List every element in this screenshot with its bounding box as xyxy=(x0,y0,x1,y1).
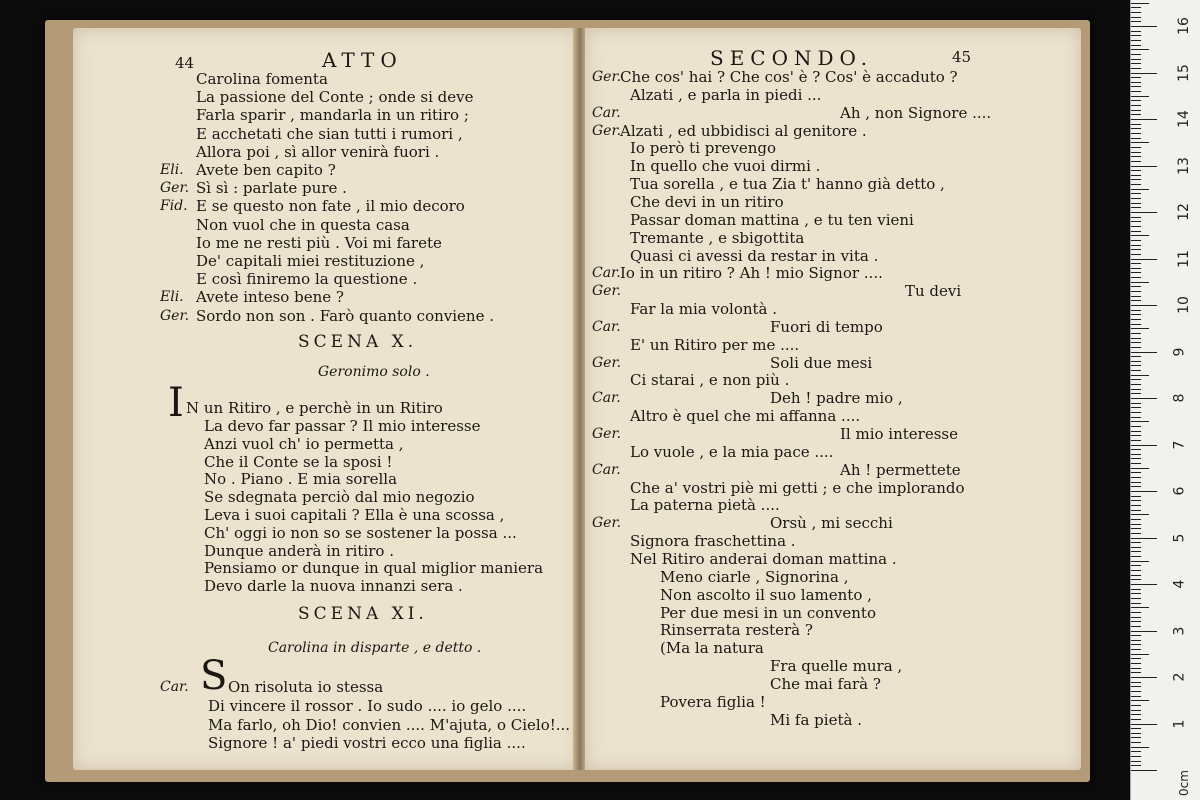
ruler-tick xyxy=(1131,231,1141,232)
left-page-number: 44 xyxy=(175,54,195,72)
ruler-tick xyxy=(1131,668,1141,669)
ruler-number: 10 xyxy=(1175,296,1192,314)
ruler-tick xyxy=(1131,486,1141,487)
measurement-ruler xyxy=(1130,0,1200,800)
ruler-tick xyxy=(1131,570,1141,571)
ruler-tick xyxy=(1131,696,1141,697)
speaker-label: Ger. xyxy=(592,426,622,442)
ruler-tick xyxy=(1131,370,1141,371)
ruler-tick xyxy=(1131,198,1141,199)
ruler-number: 8 xyxy=(1171,393,1188,403)
speaker-label: Eli. xyxy=(160,289,184,306)
ruler-tick xyxy=(1131,733,1141,734)
ruler-tick xyxy=(1131,631,1157,632)
ruler-number: 13 xyxy=(1175,156,1192,175)
ruler-tick xyxy=(1131,235,1149,236)
ruler-tick xyxy=(1131,603,1141,604)
verse-line: Che mai farà ? xyxy=(770,674,881,693)
verse-line: Che cos' hai ? Che cos' è ? Cos' è accaduto ? xyxy=(620,68,958,86)
ruler-tick xyxy=(1131,119,1157,120)
ruler-tick xyxy=(1131,310,1141,311)
ruler-tick xyxy=(1131,551,1141,552)
verse-line: Io me ne resti più . Voi mi farete xyxy=(196,233,442,252)
ruler-tick xyxy=(1131,291,1141,292)
verse-line: Avete ben capito ? xyxy=(196,161,336,179)
ruler-number: 11 xyxy=(1175,249,1192,268)
verse-line: Nel Ritiro anderai doman mattina . xyxy=(630,549,897,568)
speaker-label: Eli. xyxy=(160,162,184,178)
ruler-tick xyxy=(1131,710,1141,711)
ruler-tick xyxy=(1131,426,1141,427)
ruler-number: 2 xyxy=(1171,672,1188,682)
verse-line: Che a' vostri piè mi getti ; e che implorando xyxy=(630,478,965,497)
ruler-tick xyxy=(1131,617,1141,618)
verse-line: No . Piano . E mia sorella xyxy=(204,470,398,489)
ruler-tick xyxy=(1131,110,1141,111)
ruler-tick xyxy=(1131,510,1141,511)
ruler-tick xyxy=(1131,212,1157,213)
ruler-tick xyxy=(1131,68,1141,69)
ruler-tick xyxy=(1131,756,1141,757)
verse-line: Quasi ci avessi da restar in vita . xyxy=(630,246,879,265)
ruler-tick xyxy=(1131,333,1141,334)
ruler-tick xyxy=(1131,538,1157,539)
ruler-tick xyxy=(1131,282,1149,283)
ruler-tick xyxy=(1131,268,1141,269)
speaker-label: Ger. xyxy=(592,515,622,532)
verse-line: Povera figlia ! xyxy=(660,692,766,711)
ruler-tick xyxy=(1131,319,1141,320)
verse-line: E se questo non fate , il mio decoro xyxy=(196,197,465,216)
scene-x-stage-direction: Geronimo solo . xyxy=(318,364,430,380)
ruler-tick xyxy=(1131,770,1157,771)
verse-line: E acchetati che sian tutti i rumori , xyxy=(196,124,463,143)
verse-line: Non ascolto il suo lamento , xyxy=(660,585,872,604)
ruler-tick xyxy=(1131,593,1141,594)
ruler-tick xyxy=(1131,221,1141,222)
ruler-tick xyxy=(1131,682,1141,683)
verse-line: Signora fraschettina . xyxy=(630,532,796,551)
ruler-tick xyxy=(1131,640,1141,641)
ruler-tick xyxy=(1131,45,1141,46)
ruler-tick xyxy=(1131,607,1149,608)
ruler-tick xyxy=(1131,635,1141,636)
verse-line: Dunque anderà in ritiro . xyxy=(204,541,394,560)
verse-line: E così finiremo la questione . xyxy=(196,270,418,289)
speaker-label: Car. xyxy=(592,390,621,407)
speaker-label: Ger. xyxy=(592,69,622,85)
left-running-head: ATTO xyxy=(322,48,403,72)
verse-line: Alzati , e parla in piedi ... xyxy=(630,85,822,104)
verse-line: N un Ritiro , e perchè in un Ritiro xyxy=(186,399,443,417)
ruler-tick xyxy=(1131,658,1141,659)
ruler-number: 16 xyxy=(1175,17,1192,35)
verse-line: Signore ! a' piedi vostri ecco una figlia .... xyxy=(208,734,526,752)
ruler-tick xyxy=(1131,189,1149,190)
ruler-tick xyxy=(1131,440,1141,441)
ruler-tick xyxy=(1131,161,1141,162)
ruler-tick xyxy=(1131,49,1149,50)
ruler-tick xyxy=(1131,454,1141,455)
ruler-tick xyxy=(1131,63,1141,64)
verse-line: Carolina fomenta xyxy=(196,70,328,88)
ruler-tick xyxy=(1131,644,1141,645)
verse-line: Di vincere il rossor . Io sudo .... io gelo .... xyxy=(208,697,527,715)
ruler-tick xyxy=(1131,40,1141,41)
verse-line: Mi fa pietà . xyxy=(770,710,862,729)
ruler-tick xyxy=(1131,300,1141,301)
ruler-tick xyxy=(1131,314,1141,315)
verse-line: Allora poi , sì allor venirà fuori . xyxy=(196,142,440,161)
ruler-tick xyxy=(1131,431,1141,432)
ruler-tick xyxy=(1131,249,1141,250)
scene-xi-stage-direction: Carolina in disparte , e detto . xyxy=(268,640,482,656)
ruler-tick xyxy=(1131,286,1141,287)
ruler-tick xyxy=(1131,528,1141,529)
ruler-tick xyxy=(1131,96,1149,97)
ruler-tick xyxy=(1131,579,1141,580)
drop-cap-s: S xyxy=(200,653,228,699)
verse-line: Far la mia volontà . xyxy=(630,300,778,319)
verse-line: Avete inteso bene ? xyxy=(196,288,344,307)
ruler-tick xyxy=(1131,724,1157,725)
ruler-tick xyxy=(1131,166,1157,167)
verse-line: Che il Conte se la sposi ! xyxy=(204,452,393,471)
ruler-tick xyxy=(1131,500,1141,501)
speaker-label: Car. xyxy=(592,461,621,478)
verse-line: La passione del Conte ; onde si deve xyxy=(196,88,474,107)
ruler-tick xyxy=(1131,259,1157,260)
ruler-tick xyxy=(1131,417,1141,418)
scene-xi-heading: SCENA XI. xyxy=(298,604,428,624)
verse-line: Fuori di tempo xyxy=(770,317,883,336)
ruler-tick xyxy=(1131,263,1141,264)
verse-line: De' capitali miei restituzione , xyxy=(196,252,425,270)
verse-line: Orsù , mi secchi xyxy=(770,514,893,533)
ruler-tick xyxy=(1131,100,1141,101)
ruler-tick xyxy=(1131,389,1141,390)
verse-line: Io però ti prevengo xyxy=(630,139,777,158)
ruler-number: 15 xyxy=(1175,63,1192,82)
ruler-tick xyxy=(1131,35,1141,36)
ruler-tick xyxy=(1131,361,1141,362)
ruler-number: 9 xyxy=(1171,347,1188,356)
ruler-tick xyxy=(1131,375,1149,376)
ruler-tick xyxy=(1131,747,1149,748)
ruler-tick xyxy=(1131,175,1141,176)
verse-line: Ci starai , e non più . xyxy=(630,371,790,390)
ruler-tick xyxy=(1131,491,1157,492)
ruler-tick xyxy=(1131,691,1141,692)
ruler-tick xyxy=(1131,449,1141,450)
scene-x-heading: SCENA X. xyxy=(298,332,418,352)
ruler-tick xyxy=(1131,533,1141,534)
ruler-tick xyxy=(1131,496,1141,497)
ruler-tick xyxy=(1131,254,1141,255)
ruler-tick xyxy=(1131,565,1141,566)
ruler-tick xyxy=(1131,765,1141,766)
ruler-tick xyxy=(1131,612,1141,613)
ruler-tick xyxy=(1131,207,1141,208)
ruler-tick xyxy=(1131,328,1149,329)
ruler-tick xyxy=(1131,82,1141,83)
ruler-tick xyxy=(1131,105,1141,106)
verse-line: Ah , non Signore .... xyxy=(840,103,992,122)
ruler-tick xyxy=(1131,277,1141,278)
ruler-tick xyxy=(1131,114,1141,115)
ruler-tick xyxy=(1131,403,1141,404)
verse-line: Tua sorella , e tua Zia t' hanno già detto , xyxy=(630,175,945,194)
speaker-label: Ger. xyxy=(592,283,622,300)
ruler-tick xyxy=(1131,245,1141,246)
verse-line: Devo darle la nuova innanzi sera . xyxy=(204,577,463,596)
speaker-label: Ger. xyxy=(160,180,190,197)
ruler-tick xyxy=(1131,379,1141,380)
ruler-tick xyxy=(1131,203,1141,204)
ruler-tick xyxy=(1131,542,1141,543)
ruler-tick xyxy=(1131,761,1141,762)
ruler-tick xyxy=(1131,31,1141,32)
ruler-tick xyxy=(1131,556,1141,557)
ruler-tick xyxy=(1131,751,1141,752)
verse-line: Farla sparir , mandarla in un ritiro ; xyxy=(196,106,469,125)
ruler-tick xyxy=(1131,305,1157,306)
verse-line: La devo far passar ? Il mio interesse xyxy=(204,417,481,435)
ruler-tick xyxy=(1131,226,1141,227)
verse-line: Se sdegnata perciò dal mio negozio xyxy=(204,488,475,507)
ruler-tick xyxy=(1131,482,1141,483)
ruler-tick xyxy=(1131,505,1141,506)
ruler-tick xyxy=(1131,324,1141,325)
verse-line: (Ma la natura xyxy=(660,639,764,658)
verse-line: Meno ciarle , Signorina , xyxy=(660,567,849,586)
drop-cap-i: I xyxy=(168,380,184,426)
ruler-tick xyxy=(1131,3,1149,4)
ruler-tick xyxy=(1131,421,1149,422)
ruler-tick xyxy=(1131,217,1141,218)
ruler-tick xyxy=(1131,598,1141,599)
ruler-tick xyxy=(1131,705,1141,706)
ruler-tick xyxy=(1131,59,1141,60)
ruler-tick xyxy=(1131,393,1141,394)
ruler-tick xyxy=(1131,347,1141,348)
ruler-tick xyxy=(1131,589,1141,590)
speaker-label: Car. xyxy=(592,104,621,121)
verse-line: On risoluta io stessa xyxy=(228,678,384,696)
ruler-tick xyxy=(1131,547,1141,548)
ruler-number: 7 xyxy=(1171,440,1188,449)
ruler-tick xyxy=(1131,365,1141,366)
verse-line: Io in un ritiro ? Ah ! mio Signor .... xyxy=(620,264,883,283)
ruler-tick xyxy=(1131,686,1141,687)
ruler-tick xyxy=(1131,170,1141,171)
ruler-number: 12 xyxy=(1175,203,1192,221)
ruler-tick xyxy=(1131,342,1141,343)
ruler-tick xyxy=(1131,742,1141,743)
verse-line: E' un Ritiro per me .... xyxy=(630,335,800,354)
ruler-tick xyxy=(1131,524,1141,525)
ruler-number: 1 xyxy=(1171,719,1188,728)
ruler-tick xyxy=(1131,91,1141,92)
verse-line: Ch' oggi io non so se sostener la possa ... xyxy=(204,523,517,542)
ruler-tick xyxy=(1131,12,1141,13)
ruler-tick xyxy=(1131,407,1141,408)
verse-line: Ah ! permettete xyxy=(840,460,961,479)
ruler-tick xyxy=(1131,133,1141,134)
speaker-label: Ger. xyxy=(592,354,622,371)
ruler-tick xyxy=(1131,193,1141,194)
ruler-number: 3 xyxy=(1171,626,1188,635)
ruler-tick xyxy=(1131,472,1141,473)
ruler-tick xyxy=(1131,86,1141,87)
verse-line: Rinserrata resterà ? xyxy=(660,621,813,640)
ruler-tick xyxy=(1131,128,1141,129)
speaker-label: Ger. xyxy=(592,122,622,139)
ruler-tick xyxy=(1131,621,1141,622)
verse-line: Lo vuole , e la mia pace .... xyxy=(630,442,834,461)
ruler-tick xyxy=(1131,477,1141,478)
ruler-tick xyxy=(1131,17,1141,18)
right-page-number: 45 xyxy=(952,48,972,66)
verse-line: Non vuol che in questa casa xyxy=(196,215,410,234)
ruler-tick xyxy=(1131,21,1141,22)
ruler-number: 6 xyxy=(1171,486,1188,496)
ruler-tick xyxy=(1131,649,1141,650)
ruler-tick xyxy=(1131,654,1149,655)
ruler-tick xyxy=(1131,54,1141,55)
ruler-number: 4 xyxy=(1171,579,1188,589)
ruler-tick xyxy=(1131,152,1141,153)
verse-line: Leva i suoi capitali ? Ella è una scossa , xyxy=(204,506,505,524)
verse-line: Tu devi xyxy=(905,282,962,301)
right-running-head: SECONDO. xyxy=(710,46,874,70)
ruler-tick xyxy=(1131,700,1149,701)
ruler-tick xyxy=(1131,626,1141,627)
ruler-tick xyxy=(1131,561,1149,562)
ruler-tick xyxy=(1131,714,1141,715)
verse-line: Ma farlo, oh Dio! convien .... M'ajuta, o Cielo!... xyxy=(208,715,571,734)
verse-line: Anzi vuol ch' io permetta , xyxy=(204,434,404,453)
verse-line: Per due mesi in un convento xyxy=(660,603,876,622)
verse-line: Il mio interesse xyxy=(840,425,958,443)
ruler-tick xyxy=(1131,435,1141,436)
ruler-number: 5 xyxy=(1171,533,1188,542)
verse-line: Altro è quel che mi affanna .... xyxy=(630,407,861,426)
verse-line: La paterna pietà .... xyxy=(630,496,780,515)
ruler-tick xyxy=(1131,156,1141,157)
ruler-tick xyxy=(1131,677,1157,678)
ruler-unit-label: 0cm xyxy=(1176,770,1191,796)
verse-line: Soli due mesi xyxy=(770,353,873,372)
ruler-tick xyxy=(1131,26,1157,27)
ruler-tick xyxy=(1131,463,1141,464)
ruler-tick xyxy=(1131,352,1157,353)
ruler-tick xyxy=(1131,356,1141,357)
ruler-tick xyxy=(1131,519,1141,520)
verse-line: Alzati , ed ubbidisci al genitore . xyxy=(620,121,867,140)
ruler-tick xyxy=(1131,124,1141,125)
ruler-tick xyxy=(1131,584,1157,585)
ruler-tick xyxy=(1131,719,1141,720)
ruler-tick xyxy=(1131,296,1141,297)
ruler-tick xyxy=(1131,73,1157,74)
speaker-label: Car. xyxy=(160,679,189,695)
ruler-tick xyxy=(1131,77,1141,78)
ruler-tick xyxy=(1131,7,1141,8)
verse-line: Tremante , e sbigottita xyxy=(630,228,805,247)
ruler-tick xyxy=(1131,179,1141,180)
speaker-label: Ger. xyxy=(160,307,190,324)
ruler-tick xyxy=(1131,458,1141,459)
ruler-tick xyxy=(1131,468,1149,469)
ruler-tick xyxy=(1131,412,1141,413)
ruler-number: 14 xyxy=(1175,110,1192,128)
ruler-tick xyxy=(1131,398,1157,399)
speaker-label: Fid. xyxy=(160,198,188,215)
verse-line: Sordo non son . Farò quanto conviene . xyxy=(196,306,495,325)
verse-line: Fra quelle mura , xyxy=(770,657,903,676)
ruler-tick xyxy=(1131,272,1141,273)
ruler-tick xyxy=(1131,338,1141,339)
verse-line: In quello che vuoi dirmi . xyxy=(630,157,821,176)
ruler-tick xyxy=(1131,663,1141,664)
verse-line: Sì sì : parlate pure . xyxy=(196,179,347,198)
verse-line: Pensiamo or dunque in qual miglior maniera xyxy=(204,559,544,578)
verse-line: Passar doman mattina , e tu ten vieni xyxy=(630,210,914,229)
ruler-tick xyxy=(1131,184,1141,185)
ruler-tick xyxy=(1131,240,1141,241)
speaker-label: Car. xyxy=(592,318,621,335)
ruler-tick xyxy=(1131,514,1149,515)
verse-line: Deh ! padre mio , xyxy=(770,389,903,408)
ruler-tick xyxy=(1131,384,1141,385)
ruler-tick xyxy=(1131,445,1157,446)
ruler-tick xyxy=(1131,138,1141,139)
verse-line: Che devi in un ritiro xyxy=(630,192,784,211)
ruler-tick xyxy=(1131,728,1141,729)
ruler-tick xyxy=(1131,147,1141,148)
ruler-tick xyxy=(1131,575,1141,576)
ruler-tick xyxy=(1131,672,1141,673)
ruler-tick xyxy=(1131,737,1141,738)
ruler-tick xyxy=(1131,142,1149,143)
speaker-label: Car. xyxy=(592,265,621,282)
